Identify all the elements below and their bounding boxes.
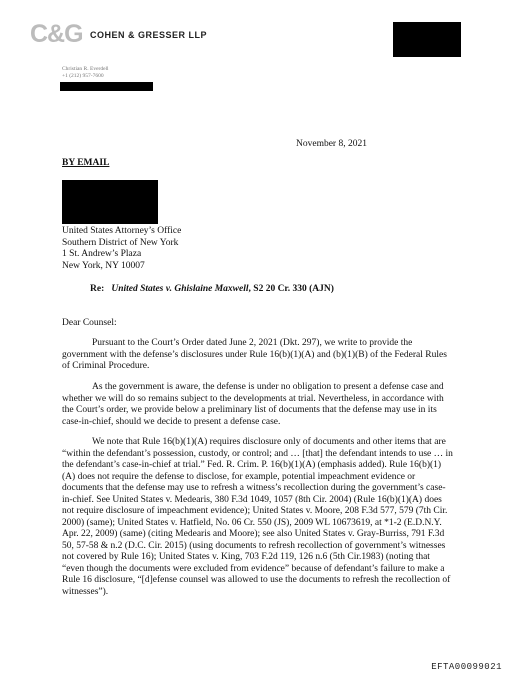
salutation: Dear Counsel: bbox=[62, 318, 117, 328]
firm-logo: C&G bbox=[30, 20, 83, 48]
redaction-block bbox=[62, 180, 158, 224]
document-id: EFTA00099021 bbox=[431, 662, 502, 672]
delivery-method: BY EMAIL bbox=[62, 158, 110, 168]
recipient-line: 1 St. Andrew’s Plaza bbox=[62, 249, 142, 259]
recipient-address bbox=[62, 226, 322, 272]
sender-name: Christian R. Everdell bbox=[62, 66, 109, 72]
redaction-block bbox=[393, 22, 461, 57]
re-docket: , S2 20 Cr. 330 (AJN) bbox=[248, 284, 334, 294]
re-line bbox=[90, 284, 334, 296]
body-paragraph: As the government is aware, the defense is under no obligation to present a defense case and whether we will do so remains subject to the developments at trial. Nevertheless, in accordance with the Court’s order, we provide below a preliminary list of documents that the defense may use in its case-in-chief, should we decide to present a defense case. bbox=[62, 382, 444, 427]
body-paragraph: Pursuant to the Court’s Order dated June 2, 2021 (Dkt. 297), we write to provide the government with the defense’s disclosures under Rule 16(b)(1)(A) and (b)(1)(B) of the Federal Rules of Criminal Procedure. bbox=[62, 338, 447, 371]
recipient-line: New York, NY 10007 bbox=[62, 260, 145, 271]
re-case: United States v. Ghislaine Maxwell bbox=[111, 284, 249, 294]
re-label: Re: bbox=[90, 284, 105, 294]
firm-name: COHEN & GRESSER LLP bbox=[90, 30, 208, 40]
body-paragraph: We note that Rule 16(b)(1)(A) requires disclosure only of documents and other items that are “within the defendant’s possession, custody, or control; and … [that] the defendant intends to use … in the defendant’s case-in-chief at trial.” Fed. R. Crim. P. 16(b)(1)(A) (emphasis added). Rule 16(b)(1)(A) does not require the defense to disclose, for example, potential impeachment evidence or documents that the defense may use to refresh a witness’s recollection during the government’s case-in-chief. See United States v. Medearis, 380 F.3d 1049, 1057 (8th Cir. 2004) (Rule 16(b)(1)(A) does not require disclosure of impeachment evidence); United States v. Moore, 208 F.3d 577, 579 (7th Cir. 2000) (same); United States v. Hatfield, No. 06 Cr. 550 (JS), 2009 WL 10673619, at *1-2 (E.D.N.Y. Apr. 22, 2009) (same) (citing Medearis and Moore); see also United States v. Gray-Burriss, 791 F.3d 50, 57-58 & n.2 (D.C. Cir. 2015) (using documents to refresh recollection of government’s witnesses not covered by Rule 16); United States v. King, 703 F.2d 119, 126 n.6 (5th Cir.1983) (noting that “even though the documents were excluded from evidence” because of defendant’s failure to make a Rule 16 disclosure, “[d]efense counsel was allowed to use the documents to refresh the recollection of witnesses”). bbox=[62, 437, 453, 597]
sender-phone: +1 (212) 957-7600 bbox=[62, 73, 104, 79]
letter-date: November 8, 2021 bbox=[296, 139, 367, 149]
recipient-line: United States Attorney’s Office bbox=[62, 226, 182, 236]
recipient-line: Southern District of New York bbox=[62, 237, 179, 248]
redaction-block bbox=[60, 82, 153, 91]
